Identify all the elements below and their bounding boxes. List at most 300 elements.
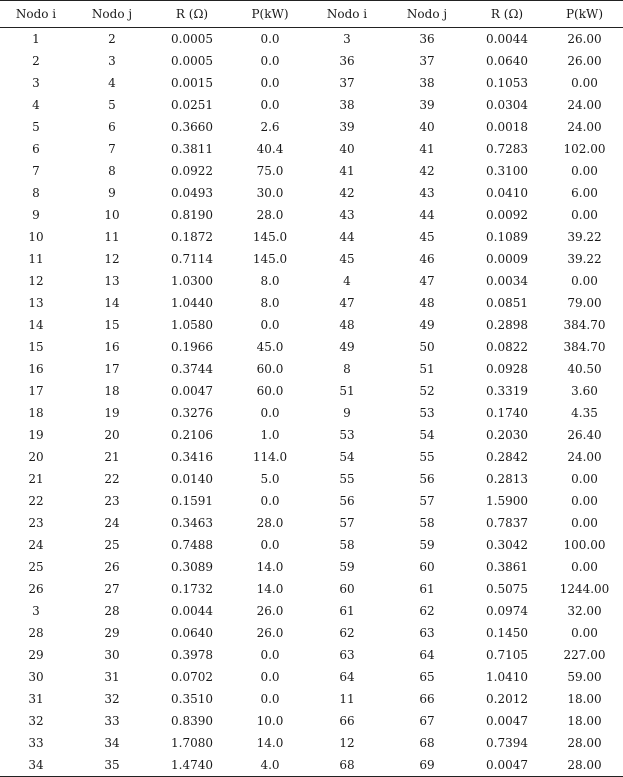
cell-nodo-j-left: 12 bbox=[104, 252, 120, 266]
cell-power-right: 6.00 bbox=[571, 186, 598, 200]
cell-nodo-i-left: 15 bbox=[28, 340, 44, 354]
cell-power-left: 0.0 bbox=[260, 494, 280, 508]
cell-nodo-j-left: 18 bbox=[104, 384, 120, 398]
cell-resistance-right: 0.0034 bbox=[486, 274, 528, 288]
cell-nodo-i-left: 18 bbox=[28, 406, 44, 420]
cell-nodo-i-right: 66 bbox=[339, 714, 355, 728]
cell-nodo-j-left: 20 bbox=[104, 428, 120, 442]
table-row bbox=[0, 666, 623, 688]
cell-nodo-i-left: 16 bbox=[28, 362, 44, 376]
table-row bbox=[0, 644, 623, 666]
cell-nodo-j-left: 16 bbox=[104, 340, 120, 354]
cell-nodo-j-right: 55 bbox=[419, 450, 435, 464]
cell-resistance-right: 0.2842 bbox=[486, 450, 528, 464]
cell-nodo-i-left: 13 bbox=[28, 296, 44, 310]
cell-power-right: 24.00 bbox=[567, 98, 602, 112]
cell-resistance-right: 0.1450 bbox=[486, 626, 528, 640]
cell-nodo-i-left: 23 bbox=[28, 516, 44, 530]
cell-nodo-i-left: 25 bbox=[28, 560, 44, 574]
cell-nodo-j-right: 49 bbox=[419, 318, 435, 332]
cell-power-right: 102.00 bbox=[563, 142, 606, 156]
cell-nodo-i-right: 49 bbox=[339, 340, 355, 354]
cell-resistance-right: 0.0974 bbox=[486, 604, 528, 618]
cell-power-right: 0.00 bbox=[571, 472, 598, 486]
cell-resistance-right: 1.0410 bbox=[486, 670, 528, 684]
cell-nodo-j-right: 52 bbox=[419, 384, 435, 398]
cell-nodo-i-right: 45 bbox=[339, 252, 355, 266]
cell-nodo-j-right: 46 bbox=[419, 252, 435, 266]
cell-resistance-left: 0.3660 bbox=[171, 120, 213, 134]
table-row bbox=[0, 380, 623, 402]
cell-power-left: 26.0 bbox=[256, 626, 284, 640]
cell-resistance-left: 0.8390 bbox=[171, 714, 213, 728]
cell-power-left: 0.0 bbox=[260, 648, 280, 662]
cell-nodo-j-right: 63 bbox=[419, 626, 435, 640]
cell-resistance-left: 0.3978 bbox=[171, 648, 213, 662]
cell-power-right: 384.70 bbox=[563, 318, 606, 332]
cell-power-left: 4.0 bbox=[260, 758, 280, 772]
cell-nodo-i-right: 59 bbox=[339, 560, 355, 574]
table-row bbox=[0, 622, 623, 644]
cell-power-right: 28.00 bbox=[567, 758, 602, 772]
cell-power-left: 0.0 bbox=[260, 670, 280, 684]
cell-nodo-i-left: 32 bbox=[28, 714, 44, 728]
cell-nodo-j-right: 62 bbox=[419, 604, 435, 618]
header-nodo-j-right: Nodo j bbox=[406, 7, 448, 21]
cell-nodo-j-left: 10 bbox=[104, 208, 120, 222]
cell-resistance-right: 1.5900 bbox=[486, 494, 528, 508]
cell-nodo-i-left: 11 bbox=[28, 252, 44, 266]
cell-power-left: 60.0 bbox=[256, 384, 284, 398]
cell-nodo-j-left: 7 bbox=[108, 142, 116, 156]
cell-power-left: 5.0 bbox=[260, 472, 280, 486]
cell-nodo-i-left: 33 bbox=[28, 736, 44, 750]
cell-nodo-i-left: 26 bbox=[28, 582, 44, 596]
cell-resistance-right: 0.1089 bbox=[486, 230, 528, 244]
cell-resistance-left: 0.0047 bbox=[171, 384, 213, 398]
cell-nodo-i-right: 51 bbox=[339, 384, 355, 398]
cell-nodo-i-left: 22 bbox=[28, 494, 44, 508]
cell-power-right: 3.60 bbox=[571, 384, 598, 398]
cell-power-right: 26.00 bbox=[567, 54, 602, 68]
cell-nodo-j-right: 47 bbox=[419, 274, 435, 288]
cell-resistance-left: 1.0580 bbox=[171, 318, 213, 332]
cell-power-left: 1.0 bbox=[260, 428, 280, 442]
header-nodo-i-right: Nodo i bbox=[326, 7, 368, 21]
table-row bbox=[0, 28, 623, 51]
cell-power-right: 26.00 bbox=[567, 32, 602, 46]
table-row bbox=[0, 138, 623, 160]
cell-power-left: 0.0 bbox=[260, 538, 280, 552]
cell-resistance-right: 0.0304 bbox=[486, 98, 528, 112]
cell-power-right: 28.00 bbox=[567, 736, 602, 750]
table-row bbox=[0, 754, 623, 777]
cell-power-right: 0.00 bbox=[571, 516, 598, 530]
cell-power-right: 26.40 bbox=[567, 428, 602, 442]
cell-nodo-i-left: 28 bbox=[28, 626, 44, 640]
cell-power-right: 100.00 bbox=[563, 538, 606, 552]
header-nodo-j-left: Nodo j bbox=[91, 7, 133, 21]
cell-nodo-i-right: 36 bbox=[339, 54, 355, 68]
table-row bbox=[0, 512, 623, 534]
cell-power-right: 0.00 bbox=[571, 626, 598, 640]
cell-power-right: 18.00 bbox=[567, 714, 602, 728]
table-row bbox=[0, 446, 623, 468]
cell-nodo-i-left: 7 bbox=[32, 164, 40, 178]
cell-resistance-right: 0.0047 bbox=[486, 714, 528, 728]
cell-nodo-i-left: 5 bbox=[32, 120, 40, 134]
cell-resistance-left: 0.0140 bbox=[171, 472, 213, 486]
table-row bbox=[0, 314, 623, 336]
cell-nodo-j-right: 60 bbox=[419, 560, 435, 574]
cell-resistance-right: 0.0822 bbox=[486, 340, 528, 354]
cell-resistance-right: 0.0640 bbox=[486, 54, 528, 68]
cell-nodo-j-left: 32 bbox=[104, 692, 120, 706]
cell-nodo-j-left: 4 bbox=[108, 76, 116, 90]
cell-resistance-right: 0.7105 bbox=[486, 648, 528, 662]
cell-nodo-j-right: 43 bbox=[419, 186, 435, 200]
cell-power-right: 0.00 bbox=[571, 560, 598, 574]
table-row bbox=[0, 732, 623, 754]
cell-nodo-i-left: 14 bbox=[28, 318, 44, 332]
cell-resistance-left: 0.3811 bbox=[171, 142, 213, 156]
table-row bbox=[0, 534, 623, 556]
cell-nodo-j-left: 6 bbox=[108, 120, 116, 134]
table-row bbox=[0, 336, 623, 358]
cell-nodo-j-left: 31 bbox=[104, 670, 120, 684]
cell-resistance-left: 1.0440 bbox=[171, 296, 213, 310]
cell-power-right: 18.00 bbox=[567, 692, 602, 706]
cell-resistance-left: 0.0493 bbox=[171, 186, 213, 200]
cell-power-left: 0.0 bbox=[260, 76, 280, 90]
cell-nodo-j-right: 66 bbox=[419, 692, 435, 706]
cell-power-right: 24.00 bbox=[567, 450, 602, 464]
cell-power-left: 28.0 bbox=[256, 208, 284, 222]
cell-power-left: 0.0 bbox=[260, 692, 280, 706]
cell-nodo-j-right: 69 bbox=[419, 758, 435, 772]
cell-resistance-right: 0.2813 bbox=[486, 472, 528, 486]
cell-resistance-right: 0.5075 bbox=[486, 582, 528, 596]
cell-power-right: 227.00 bbox=[563, 648, 606, 662]
cell-power-right: 4.35 bbox=[571, 406, 598, 420]
table-row bbox=[0, 292, 623, 314]
cell-nodo-j-right: 67 bbox=[419, 714, 435, 728]
cell-nodo-j-left: 2 bbox=[108, 32, 116, 46]
table-row bbox=[0, 160, 623, 182]
cell-power-right: 0.00 bbox=[571, 76, 598, 90]
cell-power-right: 24.00 bbox=[567, 120, 602, 134]
table-row bbox=[0, 468, 623, 490]
cell-resistance-left: 0.8190 bbox=[171, 208, 213, 222]
cell-resistance-left: 0.2106 bbox=[171, 428, 213, 442]
table-body bbox=[0, 28, 623, 777]
table-row bbox=[0, 94, 623, 116]
cell-nodo-i-right: 4 bbox=[343, 274, 351, 288]
cell-power-left: 8.0 bbox=[260, 274, 280, 288]
cell-nodo-j-right: 61 bbox=[419, 582, 435, 596]
cell-resistance-left: 0.3416 bbox=[171, 450, 213, 464]
cell-resistance-left: 0.3276 bbox=[171, 406, 213, 420]
cell-nodo-i-left: 20 bbox=[28, 450, 44, 464]
cell-power-right: 0.00 bbox=[571, 208, 598, 222]
cell-power-left: 0.0 bbox=[260, 98, 280, 112]
cell-nodo-i-right: 47 bbox=[339, 296, 355, 310]
cell-power-right: 0.00 bbox=[571, 164, 598, 178]
cell-power-left: 0.0 bbox=[260, 406, 280, 420]
cell-nodo-j-right: 64 bbox=[419, 648, 435, 662]
cell-power-right: 39.22 bbox=[567, 230, 602, 244]
cell-resistance-right: 0.7283 bbox=[486, 142, 528, 156]
cell-resistance-right: 0.1740 bbox=[486, 406, 528, 420]
cell-resistance-right: 0.7837 bbox=[486, 516, 528, 530]
table-row bbox=[0, 226, 623, 248]
cell-power-left: 60.0 bbox=[256, 362, 284, 376]
table-row bbox=[0, 424, 623, 446]
cell-nodo-j-left: 25 bbox=[104, 538, 120, 552]
cell-nodo-i-left: 6 bbox=[32, 142, 40, 156]
cell-resistance-right: 0.1053 bbox=[486, 76, 528, 90]
cell-power-right: 384.70 bbox=[563, 340, 606, 354]
cell-nodo-i-right: 55 bbox=[339, 472, 355, 486]
cell-nodo-j-right: 39 bbox=[419, 98, 435, 112]
cell-resistance-left: 0.7488 bbox=[171, 538, 213, 552]
cell-resistance-right: 0.0047 bbox=[486, 758, 528, 772]
cell-nodo-j-left: 5 bbox=[108, 98, 116, 112]
cell-nodo-i-right: 39 bbox=[339, 120, 355, 134]
cell-nodo-i-right: 61 bbox=[339, 604, 355, 618]
cell-nodo-i-left: 3 bbox=[32, 604, 40, 618]
cell-nodo-j-right: 53 bbox=[419, 406, 435, 420]
cell-resistance-left: 0.7114 bbox=[171, 252, 213, 266]
cell-resistance-right: 0.3100 bbox=[486, 164, 528, 178]
cell-nodo-i-left: 17 bbox=[28, 384, 44, 398]
cell-nodo-i-right: 3 bbox=[343, 32, 351, 46]
cell-resistance-right: 0.2898 bbox=[486, 318, 528, 332]
cell-power-left: 28.0 bbox=[256, 516, 284, 530]
cell-resistance-left: 0.1591 bbox=[171, 494, 213, 508]
cell-resistance-right: 0.0044 bbox=[486, 32, 528, 46]
cell-power-right: 0.00 bbox=[571, 494, 598, 508]
cell-resistance-left: 0.0005 bbox=[171, 54, 213, 68]
cell-nodo-j-left: 21 bbox=[104, 450, 120, 464]
cell-resistance-right: 0.0851 bbox=[486, 296, 528, 310]
cell-nodo-j-right: 41 bbox=[419, 142, 435, 156]
cell-resistance-left: 0.0044 bbox=[171, 604, 213, 618]
cell-nodo-j-right: 36 bbox=[419, 32, 435, 46]
cell-nodo-j-left: 35 bbox=[104, 758, 120, 772]
cell-nodo-i-right: 8 bbox=[343, 362, 351, 376]
cell-nodo-j-left: 26 bbox=[104, 560, 120, 574]
cell-power-right: 0.00 bbox=[571, 274, 598, 288]
cell-nodo-j-right: 54 bbox=[419, 428, 435, 442]
cell-resistance-left: 1.7080 bbox=[171, 736, 213, 750]
cell-nodo-j-right: 59 bbox=[419, 538, 435, 552]
cell-power-left: 10.0 bbox=[256, 714, 284, 728]
cell-nodo-j-right: 57 bbox=[419, 494, 435, 508]
table-row bbox=[0, 490, 623, 512]
cell-nodo-i-right: 64 bbox=[339, 670, 355, 684]
cell-nodo-j-right: 68 bbox=[419, 736, 435, 750]
cell-resistance-left: 0.3744 bbox=[171, 362, 213, 376]
cell-power-left: 0.0 bbox=[260, 32, 280, 46]
header-power-left: P(kW) bbox=[251, 7, 289, 21]
cell-resistance-left: 0.0702 bbox=[171, 670, 213, 684]
table-row bbox=[0, 270, 623, 292]
table-row bbox=[0, 204, 623, 226]
cell-nodo-i-left: 9 bbox=[32, 208, 40, 222]
cell-nodo-i-left: 3 bbox=[32, 76, 40, 90]
cell-nodo-i-right: 43 bbox=[339, 208, 355, 222]
cell-power-right: 59.00 bbox=[567, 670, 602, 684]
cell-resistance-left: 0.0922 bbox=[171, 164, 213, 178]
cell-nodo-i-left: 8 bbox=[32, 186, 40, 200]
cell-resistance-left: 0.0015 bbox=[171, 76, 213, 90]
header-row bbox=[0, 1, 623, 28]
cell-power-right: 39.22 bbox=[567, 252, 602, 266]
cell-resistance-left: 0.1732 bbox=[171, 582, 213, 596]
table-row bbox=[0, 116, 623, 138]
cell-nodo-j-left: 14 bbox=[104, 296, 120, 310]
cell-nodo-i-right: 56 bbox=[339, 494, 355, 508]
header-nodo-i-left: Nodo i bbox=[15, 7, 57, 21]
cell-nodo-i-left: 31 bbox=[28, 692, 44, 706]
table-row bbox=[0, 688, 623, 710]
cell-nodo-i-left: 19 bbox=[28, 428, 44, 442]
cell-nodo-j-right: 58 bbox=[419, 516, 435, 530]
cell-nodo-i-left: 2 bbox=[32, 54, 40, 68]
cell-power-left: 145.0 bbox=[252, 252, 288, 266]
cell-nodo-j-right: 38 bbox=[419, 76, 435, 90]
cell-nodo-i-left: 12 bbox=[28, 274, 44, 288]
cell-power-left: 2.6 bbox=[260, 120, 280, 134]
cell-nodo-i-right: 63 bbox=[339, 648, 355, 662]
cell-power-right: 40.50 bbox=[567, 362, 602, 376]
cell-resistance-right: 0.0018 bbox=[486, 120, 528, 134]
cell-nodo-i-left: 34 bbox=[28, 758, 44, 772]
cell-power-right: 1244.00 bbox=[559, 582, 610, 596]
cell-resistance-right: 0.7394 bbox=[486, 736, 528, 750]
cell-resistance-left: 0.3463 bbox=[171, 516, 213, 530]
table-row bbox=[0, 50, 623, 72]
cell-nodo-i-left: 21 bbox=[28, 472, 44, 486]
cell-nodo-j-left: 34 bbox=[104, 736, 120, 750]
cell-power-left: 45.0 bbox=[256, 340, 284, 354]
header-resistance-right: R (Ω) bbox=[490, 7, 524, 21]
table-row bbox=[0, 710, 623, 732]
cell-nodo-i-right: 54 bbox=[339, 450, 355, 464]
cell-nodo-i-left: 10 bbox=[28, 230, 44, 244]
cell-power-left: 145.0 bbox=[252, 230, 288, 244]
cell-nodo-j-left: 3 bbox=[108, 54, 116, 68]
cell-nodo-i-right: 57 bbox=[339, 516, 355, 530]
cell-resistance-left: 0.1966 bbox=[171, 340, 213, 354]
cell-power-left: 30.0 bbox=[256, 186, 284, 200]
cell-resistance-left: 1.0300 bbox=[171, 274, 213, 288]
cell-nodo-j-left: 23 bbox=[104, 494, 120, 508]
cell-resistance-left: 0.3089 bbox=[171, 560, 213, 574]
cell-nodo-j-left: 8 bbox=[108, 164, 116, 178]
cell-resistance-right: 0.0928 bbox=[486, 362, 528, 376]
cell-power-left: 114.0 bbox=[252, 450, 288, 464]
cell-power-left: 14.0 bbox=[256, 736, 284, 750]
cell-nodo-i-right: 60 bbox=[339, 582, 355, 596]
cell-nodo-i-right: 40 bbox=[339, 142, 355, 156]
cell-resistance-right: 0.0009 bbox=[486, 252, 528, 266]
cell-nodo-i-right: 62 bbox=[339, 626, 355, 640]
cell-nodo-i-right: 9 bbox=[343, 406, 351, 420]
cell-nodo-j-right: 37 bbox=[419, 54, 435, 68]
cell-nodo-j-left: 9 bbox=[108, 186, 116, 200]
cell-power-left: 8.0 bbox=[260, 296, 280, 310]
cell-nodo-j-left: 29 bbox=[104, 626, 120, 640]
cell-nodo-i-right: 37 bbox=[339, 76, 355, 90]
cell-resistance-left: 0.1872 bbox=[171, 230, 213, 244]
cell-nodo-i-right: 11 bbox=[339, 692, 355, 706]
table-row bbox=[0, 402, 623, 424]
cell-nodo-j-right: 65 bbox=[419, 670, 435, 684]
cell-resistance-right: 0.3319 bbox=[486, 384, 528, 398]
cell-resistance-left: 0.3510 bbox=[171, 692, 213, 706]
cell-nodo-j-left: 17 bbox=[104, 362, 120, 376]
cell-resistance-right: 0.0092 bbox=[486, 208, 528, 222]
cell-nodo-j-left: 28 bbox=[104, 604, 120, 618]
cell-resistance-left: 0.0005 bbox=[171, 32, 213, 46]
cell-power-left: 26.0 bbox=[256, 604, 284, 618]
cell-nodo-j-left: 27 bbox=[104, 582, 120, 596]
cell-resistance-right: 0.3861 bbox=[486, 560, 528, 574]
table-row bbox=[0, 182, 623, 204]
cell-nodo-j-right: 40 bbox=[419, 120, 435, 134]
cell-nodo-i-right: 44 bbox=[339, 230, 355, 244]
cell-resistance-right: 0.0410 bbox=[486, 186, 528, 200]
cell-nodo-i-right: 42 bbox=[339, 186, 355, 200]
table-row bbox=[0, 72, 623, 94]
table-row bbox=[0, 578, 623, 600]
cell-resistance-right: 0.2012 bbox=[486, 692, 528, 706]
cell-nodo-i-right: 58 bbox=[339, 538, 355, 552]
cell-nodo-i-left: 24 bbox=[28, 538, 44, 552]
cell-resistance-right: 0.3042 bbox=[486, 538, 528, 552]
cell-power-left: 0.0 bbox=[260, 318, 280, 332]
header-power-right: P(kW) bbox=[565, 7, 604, 21]
cell-nodo-i-right: 41 bbox=[339, 164, 355, 178]
cell-power-right: 79.00 bbox=[567, 296, 602, 310]
cell-nodo-j-left: 24 bbox=[104, 516, 120, 530]
cell-power-left: 14.0 bbox=[256, 582, 284, 596]
cell-nodo-i-left: 1 bbox=[32, 32, 40, 46]
cell-nodo-j-right: 42 bbox=[419, 164, 435, 178]
cell-resistance-left: 0.0640 bbox=[171, 626, 213, 640]
cell-nodo-i-right: 38 bbox=[339, 98, 355, 112]
cell-nodo-j-left: 22 bbox=[104, 472, 120, 486]
cell-nodo-j-left: 15 bbox=[104, 318, 120, 332]
cell-resistance-left: 0.0251 bbox=[171, 98, 213, 112]
cell-nodo-j-left: 13 bbox=[104, 274, 120, 288]
cell-nodo-j-right: 45 bbox=[419, 230, 435, 244]
cell-nodo-j-left: 11 bbox=[104, 230, 120, 244]
cell-nodo-i-right: 53 bbox=[339, 428, 355, 442]
table-row bbox=[0, 556, 623, 578]
cell-nodo-j-left: 33 bbox=[104, 714, 120, 728]
cell-power-left: 40.4 bbox=[256, 142, 284, 156]
cell-nodo-j-left: 19 bbox=[104, 406, 120, 420]
cell-nodo-i-right: 48 bbox=[339, 318, 355, 332]
cell-power-left: 0.0 bbox=[260, 54, 280, 68]
cell-nodo-j-right: 51 bbox=[419, 362, 435, 376]
cell-power-left: 75.0 bbox=[256, 164, 284, 178]
cell-nodo-i-left: 4 bbox=[32, 98, 40, 112]
cell-nodo-j-right: 44 bbox=[419, 208, 435, 222]
